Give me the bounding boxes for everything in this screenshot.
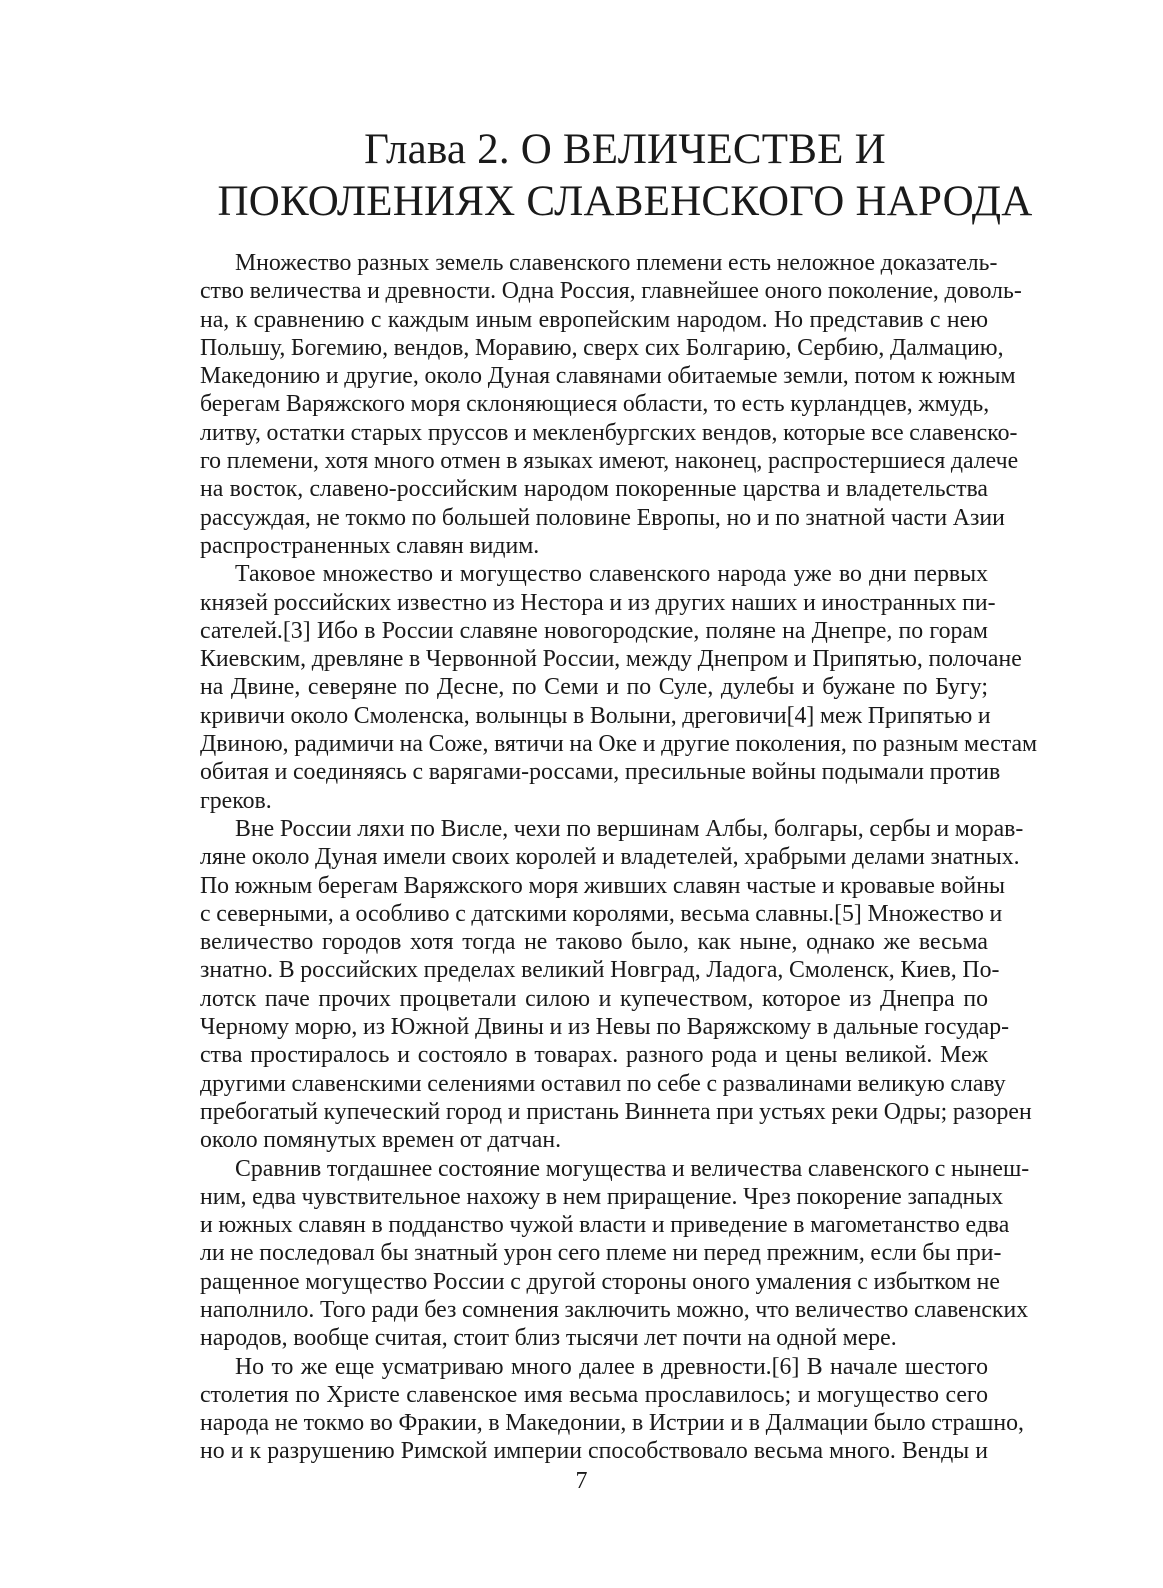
text-line: народа не токмо во Фракии, в Македонии, в Истрии и в Далмации было страшно, bbox=[200, 1410, 1024, 1437]
text-line: ства простиралось и состояло в товарах. разного рода и цены великой. Меж bbox=[200, 1042, 988, 1069]
text-line: ращенное могущество России с другой стороны оного умаления с избытком не bbox=[200, 1268, 1000, 1295]
text-line: но и к разрушению Римской империи способствовало весьма много. Венды и bbox=[200, 1438, 988, 1465]
text-line: Множество разных земель славенского племени есть неложное доказатель- bbox=[235, 250, 998, 276]
text-line: другими славенскими селениями оставил по себе с развалинами великую славу bbox=[200, 1070, 1006, 1097]
text-line: кривичи около Смоленска, волынцы в Волыни, дреговичи[4] меж Припятью и bbox=[200, 702, 991, 729]
text-line: столетия по Христе славенское имя весьма прославилось; и могущество сего bbox=[200, 1381, 988, 1408]
text-line: на Двине, северяне по Десне, по Семи и по Суле, дулебы и бужане по Бугу; bbox=[200, 674, 988, 701]
text-line: князей российских известно из Нестора и из других наших и иностранных пи- bbox=[200, 589, 996, 616]
text-line: обитая и соединяясь с варягами-россами, пресильные войны подымали против bbox=[200, 759, 1001, 786]
text-line: ство величества и древности. Одна Россия, главнейшее оного поколение, доволь- bbox=[200, 278, 1022, 305]
paragraph bbox=[200, 560, 1038, 815]
paragraph bbox=[200, 815, 1032, 1155]
paragraph bbox=[200, 1353, 1024, 1466]
paragraph bbox=[200, 1155, 1030, 1353]
text-line: наполнило. Того ради без сомнения заключить можно, что величество славенских bbox=[200, 1296, 1029, 1323]
chapter-title bbox=[150, 124, 1100, 228]
text-line: рассуждая, не токмо по большей половине Европы, но и по знатной части Азии bbox=[200, 504, 1005, 531]
text-line: ним, едва чувствительное нахожу в нем приращение. Чрез покорение западных bbox=[200, 1183, 1004, 1210]
text-line: Киевским, древляне в Червонной России, между Днепром и Припятью, полочане bbox=[200, 646, 1022, 673]
text-line: ли не последовал бы знатный урон сего племе ни перед прежним, если бы при- bbox=[200, 1240, 1002, 1267]
text-line: пребогатый купеческий город и пристань Виннета при устьях реки Одры; разорен bbox=[200, 1098, 1032, 1125]
text-line: ляне около Дуная имели своих королей и владетелей, храбрыми делами знатных. bbox=[200, 844, 1020, 871]
text-line: берегам Варяжского моря склоняющиеся области, то есть курландцев, жмудь, bbox=[200, 391, 990, 418]
page-number: 7 bbox=[575, 1468, 588, 1494]
text-line: Но то же еще усматриваю много далее в древности.[6] В начале шестого bbox=[235, 1353, 988, 1380]
text-line: около помянутых времен от датчан. bbox=[200, 1127, 562, 1154]
text-line: го племени, хотя много отмен в языках имеют, наконец, распростершиеся далече bbox=[200, 448, 1019, 475]
text-line: Вне России ляхи по Висле, чехи по вершинам Албы, болгары, сербы и морав- bbox=[235, 815, 1024, 842]
text-line: греков. bbox=[200, 787, 272, 814]
text-line: сателей.[3] Ибо в России славяне новогородские, поляне на Днепре, по горам bbox=[200, 617, 988, 644]
text-line: Черному морю, из Южной Двины и из Невы по Варяжскому в дальные государ- bbox=[200, 1014, 1010, 1041]
text-line: величество городов хотя тогда не таково было, как ныне, однако же весьма bbox=[200, 929, 988, 956]
text-line: знатно. В российских пределах великий Новград, Ладога, Смоленск, Киев, По- bbox=[200, 957, 1000, 984]
text-line: Сравнив тогдашнее состояние могущества и величества славенского с нынеш- bbox=[235, 1155, 1030, 1182]
text-line: лотск паче прочих процветали силою и купечеством, которое из Днепра по bbox=[200, 985, 988, 1012]
chapter-title-line: ПОКОЛЕНИЯХ СЛАВЕНСКОГО НАРОДА bbox=[217, 178, 1033, 225]
text-line: Македонию и другие, около Дуная славянами обитаемые земли, потом к южным bbox=[200, 363, 1016, 390]
text-line: на восток, славено-российским народом покоренные царства и владетельства bbox=[200, 476, 988, 503]
text-line: народов, вообще считая, стоит близ тысячи лет почти на одной мере. bbox=[200, 1325, 897, 1352]
text-line: Таковое множество и могущество славенского народа уже во дни первых bbox=[235, 561, 988, 588]
chapter-title-line: Глава 2. О ВЕЛИЧЕСТВЕ И bbox=[364, 126, 886, 173]
text-line: на, к сравнению с каждым иным европейским народом. Но представив с нею bbox=[200, 306, 988, 333]
body-text bbox=[200, 249, 1038, 1466]
text-line: По южным берегам Варяжского моря живших славян частые и кровавые войны bbox=[200, 872, 1005, 899]
paragraph bbox=[200, 249, 1022, 560]
text-line: Польшу, Богемию, вендов, Моравию, сверх сих Болгарию, Сербию, Далмацию, bbox=[200, 334, 1004, 361]
text-line: Двиною, радимичи на Соже, вятичи на Оке и другие поколения, по разным местам bbox=[200, 731, 1038, 758]
text-line: с северными, а особливо с датскими королями, весьма славны.[5] Множество и bbox=[200, 900, 1003, 927]
text-line: литву, остатки старых пруссов и мекленбургских вендов, которые все славенско- bbox=[200, 419, 1018, 446]
text-line: и южных славян в подданство чужой власти и приведение в магометанство едва bbox=[200, 1212, 1010, 1239]
text-line: распространенных славян видим. bbox=[200, 532, 540, 559]
